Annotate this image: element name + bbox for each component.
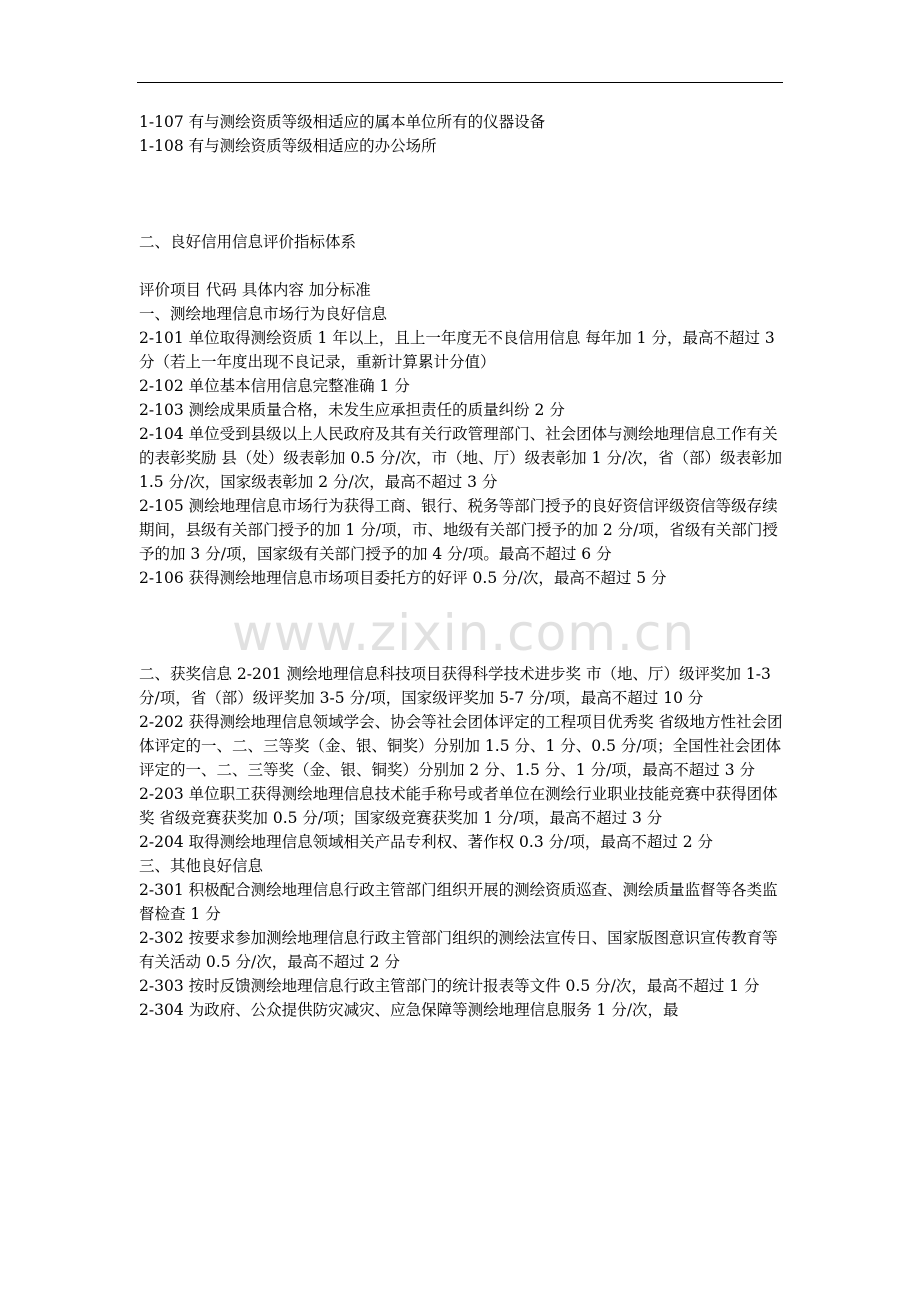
item-2-104: 2-104 单位受到县级以上人民政府及其有关行政管理部门、社会团体与测绘地理信息工作有关的表彰奖励 县（处）级表彰加 0.5 分/次，市（地、厅）级表彰加 1 分/次，省（部）级表彰加 1.5 分/次，国家级表彰加 2 分/次，最高不超过 3 分: [139, 425, 783, 491]
item-2-302: 2-302 按要求参加测绘地理信息行政主管部门组织的测绘法宣传日、国家版图意识宣传教育等有关活动 0.5 分/次，最高不超过 2 分: [139, 929, 778, 971]
item-2-201: 二、获奖信息 2-201 测绘地理信息科技项目获得科学技术进步奖 市（地、厅）级评奖加 1-3 分/项，省（部）级评奖加 3-5 分/项，国家级评奖加 5-7 分/项，最高不超过 10 分: [139, 665, 771, 707]
item-1-108: 1-108 有与测绘资质等级相适应的办公场所: [139, 137, 437, 155]
item-1-107: 1-107 有与测绘资质等级相适应的属本单位所有的仪器设备: [139, 113, 546, 131]
item-2-102: 2-102 单位基本信用信息完整准确 1 分: [139, 377, 410, 395]
item-2-106: 2-106 获得测绘地理信息市场项目委托方的好评 0.5 分/次，最高不超过 5 分: [139, 569, 667, 587]
item-2-301: 2-301 积极配合测绘地理信息行政主管部门组织开展的测绘资质巡查、测绘质量监督等各类监督检查 1 分: [139, 881, 778, 923]
item-2-204: 2-204 取得测绘地理信息领域相关产品专利权、著作权 0.3 分/项，最高不超过 2 分: [139, 833, 714, 851]
item-2-304: 2-304 为政府、公众提供防灾减灾、应急保障等测绘地理信息服务 1 分/次，最: [139, 1001, 679, 1019]
section-2-title: 二、良好信用信息评价指标体系: [139, 233, 357, 251]
category-other-good-info: 三、其他良好信息: [139, 857, 264, 875]
top-rule: [137, 82, 783, 83]
item-2-105: 2-105 测绘地理信息市场行为获得工商、银行、税务等部门授予的良好资信评级资信等级存续期间，县级有关部门授予的加 1 分/项，市、地级有关部门授予的加 2 分/项，省级有关部门授予的加 3 分/项，国家级有关部门授予的加 4 分/项。最高不超过 6 分: [139, 497, 778, 563]
category-market-behavior: 一、测绘地理信息市场行为良好信息: [139, 305, 388, 323]
watermark-text: www.zixin.com.cn: [232, 604, 696, 662]
document-body: [139, 110, 784, 1022]
item-2-203: 2-203 单位职工获得测绘地理信息技术能手称号或者单位在测绘行业职业技能竞赛中获得团体奖 省级竞赛获奖加 0.5 分/项；国家级竞赛获奖加 1 分/项，最高不超过 3 分: [139, 785, 778, 827]
item-2-101: 2-101 单位取得测绘资质 1 年以上，且上一年度无不良信用信息 每年加 1 分，最高不超过 3 分（若上一年度出现不良记录，重新计算累计分值）: [139, 329, 775, 371]
item-2-103: 2-103 测绘成果质量合格，未发生应承担责任的质量纠纷 2 分: [139, 401, 565, 419]
item-2-303: 2-303 按时反馈测绘地理信息行政主管部门的统计报表等文件 0.5 分/次，最高不超过 1 分: [139, 977, 760, 995]
table-header-line: 评价项目 代码 具体内容 加分标准: [139, 281, 371, 299]
item-2-202: 2-202 获得测绘地理信息领域学会、协会等社会团体评定的工程项目优秀奖 省级地方性社会团体评定的一、二、三等奖（金、银、铜奖）分别加 1.5 分、1 分、0.5 分/项；全国性社会团体评定的一、二、三等奖（金、银、铜奖）分别加 2 分、1.5 分、1 分/项，最高不超过 3 分: [139, 713, 783, 779]
